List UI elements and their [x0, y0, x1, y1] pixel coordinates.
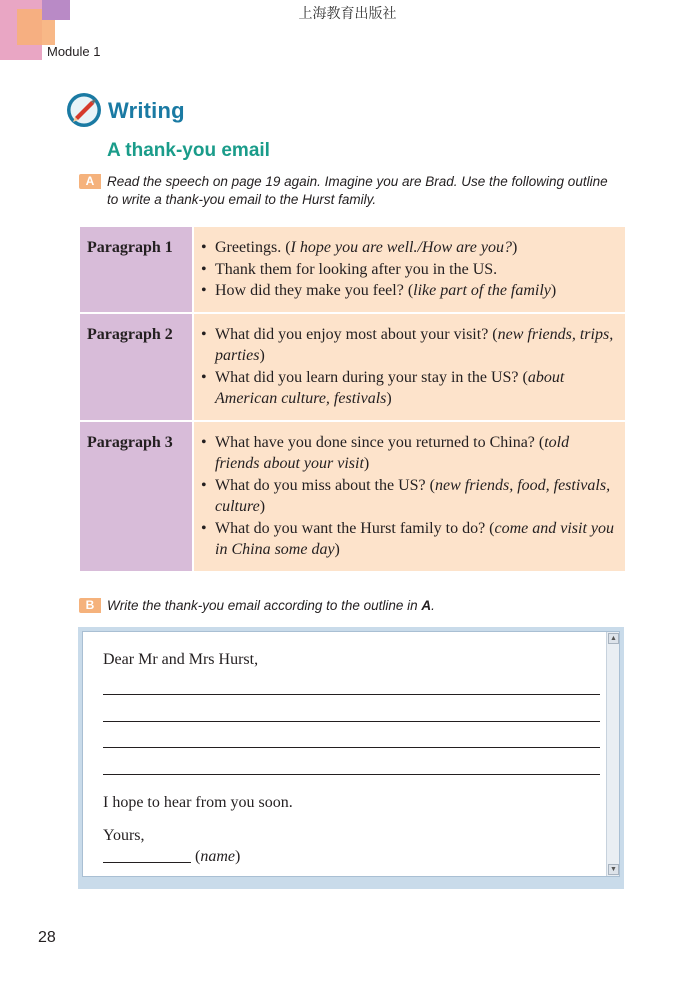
section-subtitle: A thank-you email — [107, 140, 270, 161]
outline-content — [193, 227, 625, 313]
scrollbar[interactable] — [606, 632, 619, 876]
outline-row — [80, 227, 625, 313]
bullet-list — [201, 237, 617, 302]
email-greeting: Dear Mr and Mrs Hurst, — [103, 651, 259, 668]
task-a-badge: A — [79, 174, 101, 189]
paragraph-label: Paragraph 3 — [80, 421, 193, 571]
name-blank[interactable] — [103, 862, 191, 863]
writing-line[interactable] — [103, 774, 600, 775]
email-closing: I hope to hear from you soon. — [103, 794, 293, 811]
writing-line[interactable] — [103, 694, 600, 695]
writing-pen-icon — [66, 92, 102, 128]
scroll-down-icon[interactable]: ▼ — [608, 864, 619, 875]
bullet-item: • What do you miss about the US? (new friends, food, festivals, culture) — [201, 475, 617, 518]
email-name-line[interactable]: (name) — [103, 848, 240, 866]
bullet-item: • What did you learn during your stay in the US? (about American culture, festivals) — [201, 367, 617, 410]
page-number: 28 — [38, 929, 56, 946]
module-label: Module 1 — [47, 44, 101, 59]
outline-row — [80, 313, 625, 421]
bullet-list — [201, 324, 617, 410]
scroll-up-icon[interactable]: ▲ — [608, 633, 619, 644]
task-a-instruction-line1: Read the speech on page 19 again. Imagine you are Brad. Use the following outline — [107, 174, 608, 189]
outline-row — [80, 421, 625, 571]
paragraph-label: Paragraph 1 — [80, 227, 193, 313]
publisher-header: 上海教育出版社 — [298, 6, 397, 22]
task-b-badge: B — [79, 598, 101, 613]
outline-content — [193, 421, 625, 571]
bullet-item: • How did they make you feel? (like part of the family) — [201, 280, 617, 302]
outline-table — [80, 227, 625, 571]
outline-content — [193, 313, 625, 421]
task-b-instruction: Write the thank-you email according to the outline in A. — [107, 598, 435, 613]
email-window — [78, 627, 624, 889]
bullet-item: • What do you want the Hurst family to do? (come and visit you in China some day) — [201, 518, 617, 561]
paragraph-label: Paragraph 2 — [80, 313, 193, 421]
bullet-item: • What did you enjoy most about your visit? (new friends, trips, parties) — [201, 324, 617, 367]
writing-line[interactable] — [103, 747, 600, 748]
section-title: Writing — [108, 98, 185, 123]
task-a-instruction-line2: to write a thank-you email to the Hurst family. — [107, 192, 377, 207]
bullet-item: • Greetings. (I hope you are well./How are you?) — [201, 237, 617, 259]
email-body[interactable] — [82, 631, 620, 877]
bullet-list — [201, 432, 617, 561]
writing-line[interactable] — [103, 721, 600, 722]
email-signoff: Yours, — [103, 827, 145, 844]
bullet-item: • What have you done since you returned to China? (told friends about your visit) — [201, 432, 617, 475]
bullet-item: • Thank them for looking after you in the US. — [201, 259, 617, 281]
